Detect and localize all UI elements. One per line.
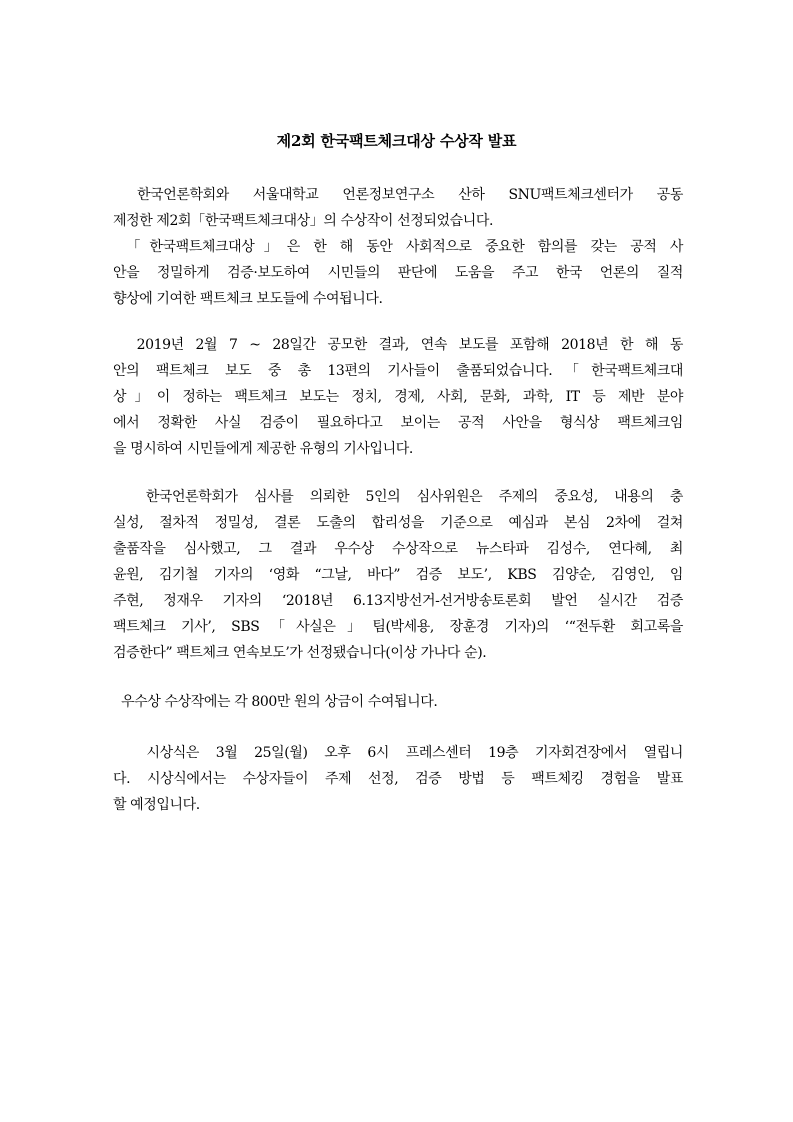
paragraph-line: 안의 팩트체크 보도 중 총 13편의 기사들이 출품되었습니다.「한국팩트체크대 [113,363,683,379]
paragraph-line: 주현, 정재우 기자의 ‘2018년 6.13지방선거-선거방송토론회 발언 실시간 검증 [113,593,683,609]
paragraph-line: 출품작을 심사했고, 그 결과 우수상 수상작으로 뉴스타파 김성수, 연다혜, 최 [113,541,683,557]
paragraph-line: 한국언론학회가 심사를 의뢰한 5인의 심사위원은 주제의 중요성, 내용의 충 [113,489,683,505]
paragraph-line: 상」이 정하는 팩트체크 보도는 정치, 경제, 사회, 문화, 과학, IT 등 제반 분야 [113,389,683,405]
paragraph-line: 에서 정확한 사실 검증이 필요하다고 보이는 공적 사안을 형식상 팩트체크임 [113,415,683,431]
paragraph-line: 을 명시하여 시민들에게 제공한 유형의 기사입니다. [113,441,413,457]
document-title: 제2회 한국팩트체크대상 수상작 발표 [276,132,517,150]
paragraph-line: 다. 시상식에서는 수상자들이 주제 선정, 검증 방법 등 팩트체킹 경험을 발표 [113,771,683,787]
paragraph-line: 향상에 기여한 팩트체크 보도들에 수여됩니다. [113,291,383,307]
paragraph-line: 우수상 수상작에는 각 800만 원의 상금이 수여됩니다. [113,694,438,710]
paragraph-line: 실성, 절차적 정밀성, 결론 도출의 합리성을 기준으로 예심과 본심 2차에 걸쳐 [113,515,683,531]
paragraph-line: 안을 정밀하게 검증·보도하여 시민들의 판단에 도움을 주고 한국 언론의 질적 [113,265,683,281]
paragraph-submissions [113,332,683,462]
paragraph-line: 윤원, 김기철 기자의 ‘영화 “그날, 바다” 검증 보도’, KBS 김양순, 김영인, 임 [113,567,683,583]
paragraph-line: 시상식은 3월 25일(월) 오후 6시 프레스센터 19층 기자회견장에서 열립니 [113,745,683,761]
paragraph-winners [113,484,683,666]
paragraph-prize [113,689,683,715]
paragraph-line: 「한국팩트체크대상」은 한 해 동안 사회적으로 중요한 함의를 갖는 공적 사 [113,239,683,255]
paragraph-line: 한국언론학회와 서울대학교 언론정보연구소 산하 SNU팩트체크센터가 공동 [113,187,683,203]
paragraph-line: 2019년 2월 7 ~ 28일간 공모한 결과, 연속 보도를 포함해 2018년 한 해 동 [113,337,683,353]
paragraph-line: 팩트체크 기사’, SBS「사실은」팀(박세용, 장훈경 기자)의 ‘“전두환 회고록을 [113,619,683,635]
paragraph-line: 제정한 제2회「한국팩트체크대상」의 수상작이 선정되었습니다. [113,213,494,229]
paragraph-ceremony [113,740,683,818]
paragraph-intro [113,182,683,312]
paragraph-line: 검증한다” 팩트체크 연속보도’가 선정됐습니다(이상 가나다 순). [113,645,487,661]
paragraph-line: 할 예정입니다. [113,797,200,813]
